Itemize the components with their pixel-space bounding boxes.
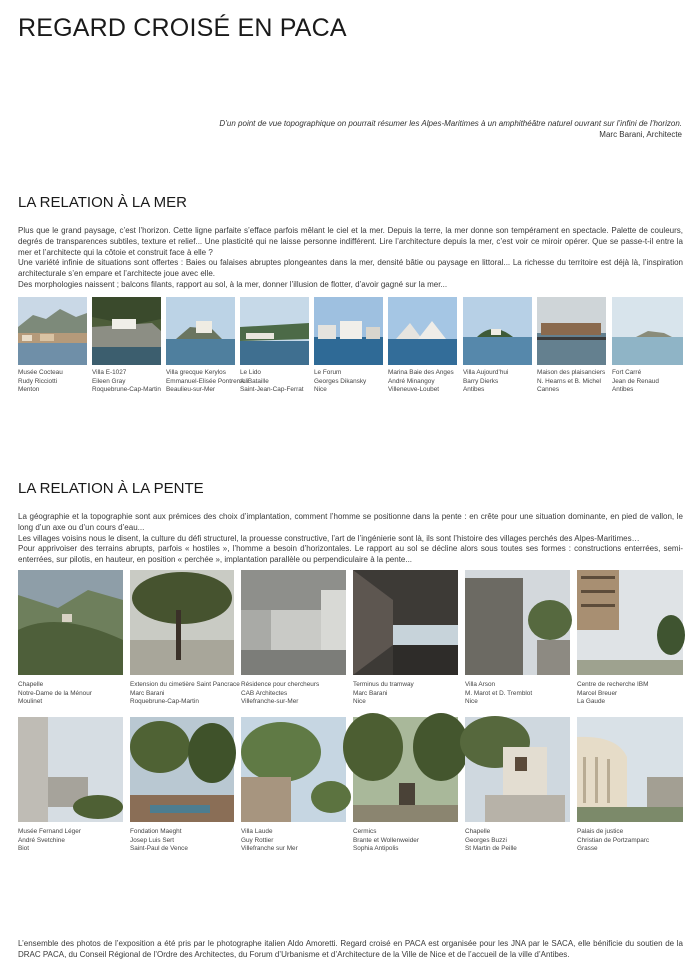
museum-photo xyxy=(18,717,123,822)
caption-place: La Gaude xyxy=(577,698,606,706)
caption xyxy=(353,828,458,854)
forest-path-photo xyxy=(353,717,458,822)
caption-architect: CAB Architectes xyxy=(241,689,288,697)
mountain-chapel-photo xyxy=(18,570,123,675)
caption xyxy=(353,681,458,707)
caption-place: Nice xyxy=(314,386,327,394)
caption xyxy=(18,828,123,854)
caption-building: Le Forum xyxy=(314,369,342,376)
caption xyxy=(465,681,570,707)
paragraph: La géographie et la topographie sont aux prémices des choix d’implantation, comment l’homme se positionne dans la pente : en crête pour une situation dominante, en pied de vallon, le long d’un axe ou d’un cours d’eau... xyxy=(18,512,683,532)
caption-building: Cermics xyxy=(353,828,377,835)
courthouse-photo xyxy=(577,717,683,822)
section-text-mer xyxy=(18,226,683,291)
epigraph-author: Marc Barani, Architecte xyxy=(599,130,682,139)
marina-photo xyxy=(388,297,457,365)
forum-photo xyxy=(314,297,383,365)
caption-place: Roquebrune-Cap-Martin xyxy=(92,386,161,394)
chapel-stairs-photo xyxy=(465,717,570,822)
caption-place: Nice xyxy=(353,698,366,706)
caption-building: Fondation Maeght xyxy=(130,828,182,835)
villa-sea-photo xyxy=(166,297,235,365)
pine-tree-photo xyxy=(130,570,234,675)
caption-building: Villa Aujourd’hui xyxy=(463,369,509,376)
caption-building: Marina Baie des Anges xyxy=(388,369,454,376)
ibm-building-photo xyxy=(577,570,683,675)
caption-architect: Georges Dikansky xyxy=(314,377,367,385)
caption-place: Cannes xyxy=(537,386,560,394)
caption-place: Antibes xyxy=(463,386,485,394)
caption xyxy=(18,369,87,395)
caption-building: Musée Fernand Léger xyxy=(18,828,81,835)
caption xyxy=(241,681,346,707)
caption xyxy=(130,681,240,707)
caption xyxy=(18,681,123,707)
section-title-mer: LA RELATION À LA MER xyxy=(18,194,187,211)
villa-trees-photo xyxy=(241,717,346,822)
paragraph: Une variété infinie de situations sont offertes : Baies ou falaises abruptes plongeantes dans la mer, densité bâtie ou paysage en littoral... La richesse du territoire est déjà là, l’inspiration architecturale s’en empare et l’architecte joue avec elle. xyxy=(18,258,683,279)
caption-architect: Jean de Renaud xyxy=(612,377,659,385)
caption-architect: M. Marot et D. Tremblot xyxy=(465,689,533,697)
caption-building: Centre de recherche IBM xyxy=(577,681,649,688)
caption xyxy=(388,369,457,395)
pier-photo xyxy=(537,297,606,365)
caption-architect: Brante et Wollenweider xyxy=(353,836,419,844)
caption xyxy=(465,828,570,854)
caption-architect: Emmanuel-Elisée Pontremoli xyxy=(166,377,249,385)
stone-villa-photo xyxy=(465,570,570,675)
caption xyxy=(612,369,683,395)
pool-garden-photo xyxy=(130,717,234,822)
caption-building: Musée Cocteau xyxy=(18,369,63,376)
caption-building: Le Lido xyxy=(240,369,261,376)
caption-place: Beaulieu-sur-Mer xyxy=(166,386,216,394)
section-text-pente xyxy=(18,512,683,566)
caption-building: Extension du cimetière Saint Pancrace xyxy=(130,681,240,688)
caption xyxy=(537,369,606,395)
epigraph xyxy=(162,118,682,140)
caption xyxy=(130,828,234,854)
caption-architect: Christian de Portzamparc xyxy=(577,836,650,844)
caption-building: Résidence pour chercheurs xyxy=(241,681,320,688)
caption-building: Maison des plaisanciers xyxy=(537,369,606,376)
caption xyxy=(92,369,161,395)
paragraph: Des morphologies naissent ; balcons filants, rapport au sol, à la mer, donner l’illusion de flotter, d’avoir gagné sur la mer... xyxy=(18,279,448,289)
caption xyxy=(241,828,346,854)
caption-place: Biot xyxy=(18,845,30,853)
footer-credits: L’ensemble des photos de l’exposition a été pris par le photographe italien Aldo Amoretti. Regard croisé en PACA est organisée pour les JNA par le SACA, elle bénificie du soutien de la DRAC PACA, du Conseil Régional de l’Ordre des Architectes, du Forum d’Urbanisme et d’Architecture de la Ville de Nice et de l’accueil de la ville d’Antibes. xyxy=(18,939,683,959)
caption-building: Villa Laude xyxy=(241,828,273,835)
tunnel-photo xyxy=(353,570,458,675)
caption-building: Terminus du tramway xyxy=(353,681,414,688)
paragraph: Plus que le grand paysage, c’est l’horizon. Cette ligne parfaite s’efface parfois mêlant le ciel et la mer. Depuis la terre, la mer donne son tempérament en spectacle. Palette de couleurs, degrés de transparences subtiles, texture et relief... Une plasticité qui ne laisse personne indifférent. Lire l’architecture depuis la mer, c’est voir ce miroir opérer. Que se passe-t-il entre la mer et l’architecte qui la côtoie et construit face à elle ? xyxy=(18,226,683,257)
caption-place: Villeneuve-Loubet xyxy=(388,386,440,394)
epigraph-quote: D’un point de vue topographique on pourrait résumer les Alpes-Maritimes à un amphithéâtre naturel ouvrant sur l’infini de l’horizon. xyxy=(219,119,682,128)
paragraph: Les villages voisins nous le disent, la culture du défi structurel, la prouesse constructive, l’art de l’ingénierie sont là, ils sont l’histoire des villages perchés des Alpes-Maritimes… xyxy=(18,533,640,543)
fort-photo xyxy=(612,297,683,365)
caption-place: Grasse xyxy=(577,845,598,853)
caption-architect: Notre-Dame de la Ménour xyxy=(18,689,92,697)
caption-architect: Marc Barani xyxy=(130,689,165,697)
caption-architect: André Minangoy xyxy=(388,377,435,385)
caption-architect: Barry Dierks xyxy=(463,377,499,385)
harbor-photo xyxy=(18,297,87,365)
concrete-courtyard-photo xyxy=(241,570,346,675)
paragraph: Pour apprivoiser des terrains abrupts, parfois « hostiles », l’homme a besoin d’horizontales. Le rapport au sol se décline alors sous toutes ses formes : constructions enterrées, semi-enterrées, sur pilotis, en hauteur, en position « perchée », implantation parallèle ou perpendiculaire à la pente... xyxy=(18,544,683,565)
caption xyxy=(240,369,309,395)
caption-architect: Marcel Breuer xyxy=(577,689,618,697)
caption-building: Palais de justice xyxy=(577,828,624,835)
villa-island-photo xyxy=(463,297,532,365)
cliff-villa-photo xyxy=(92,297,161,365)
caption xyxy=(463,369,532,395)
caption-building: Chapelle xyxy=(18,681,44,688)
caption-building: Villa grecque Kerylos xyxy=(166,369,226,376)
caption-place: St Martin de Peille xyxy=(465,845,517,853)
caption-place: Nice xyxy=(465,698,478,706)
caption-place: Villefranche sur Mer xyxy=(241,845,298,853)
caption-architect: N. Hearns et B. Michel xyxy=(537,377,601,385)
caption-building: Villa E-1027 xyxy=(92,369,127,376)
lido-photo xyxy=(240,297,309,365)
caption-building: Villa Arson xyxy=(465,681,496,688)
caption-building: Chapelle xyxy=(465,828,491,835)
caption-place: Menton xyxy=(18,386,40,394)
caption-place: Saint-Jean-Cap-Ferrat xyxy=(240,386,304,394)
caption-place: Roquebrune-Cap-Martin xyxy=(130,698,199,706)
caption-place: Sophia Antipolis xyxy=(353,845,399,853)
caption-architect: Georges Buzzi xyxy=(465,836,507,844)
caption-architect: Josep Luis Sert xyxy=(130,836,175,844)
caption-place: Antibes xyxy=(612,386,634,394)
caption-architect: Rudy Ricciotti xyxy=(18,377,58,385)
caption xyxy=(314,369,383,395)
page-title: REGARD CROISÉ EN PACA xyxy=(18,14,347,42)
section-title-pente: LA RELATION À LA PENTE xyxy=(18,480,204,497)
caption-architect: A. Bataille xyxy=(240,377,269,385)
caption-architect: Eileen Gray xyxy=(92,377,126,385)
caption-architect: André Svetchine xyxy=(18,836,65,844)
caption-architect: Marc Barani xyxy=(353,689,388,697)
caption xyxy=(577,681,683,707)
caption-place: Moulinet xyxy=(18,698,43,706)
caption-building: Fort Carré xyxy=(612,369,642,376)
caption xyxy=(577,828,683,854)
caption xyxy=(166,369,249,395)
caption-place: Villefranche-sur-Mer xyxy=(241,698,299,706)
caption-place: Saint-Paul de Vence xyxy=(130,845,188,853)
caption-architect: Guy Rottier xyxy=(241,836,274,844)
